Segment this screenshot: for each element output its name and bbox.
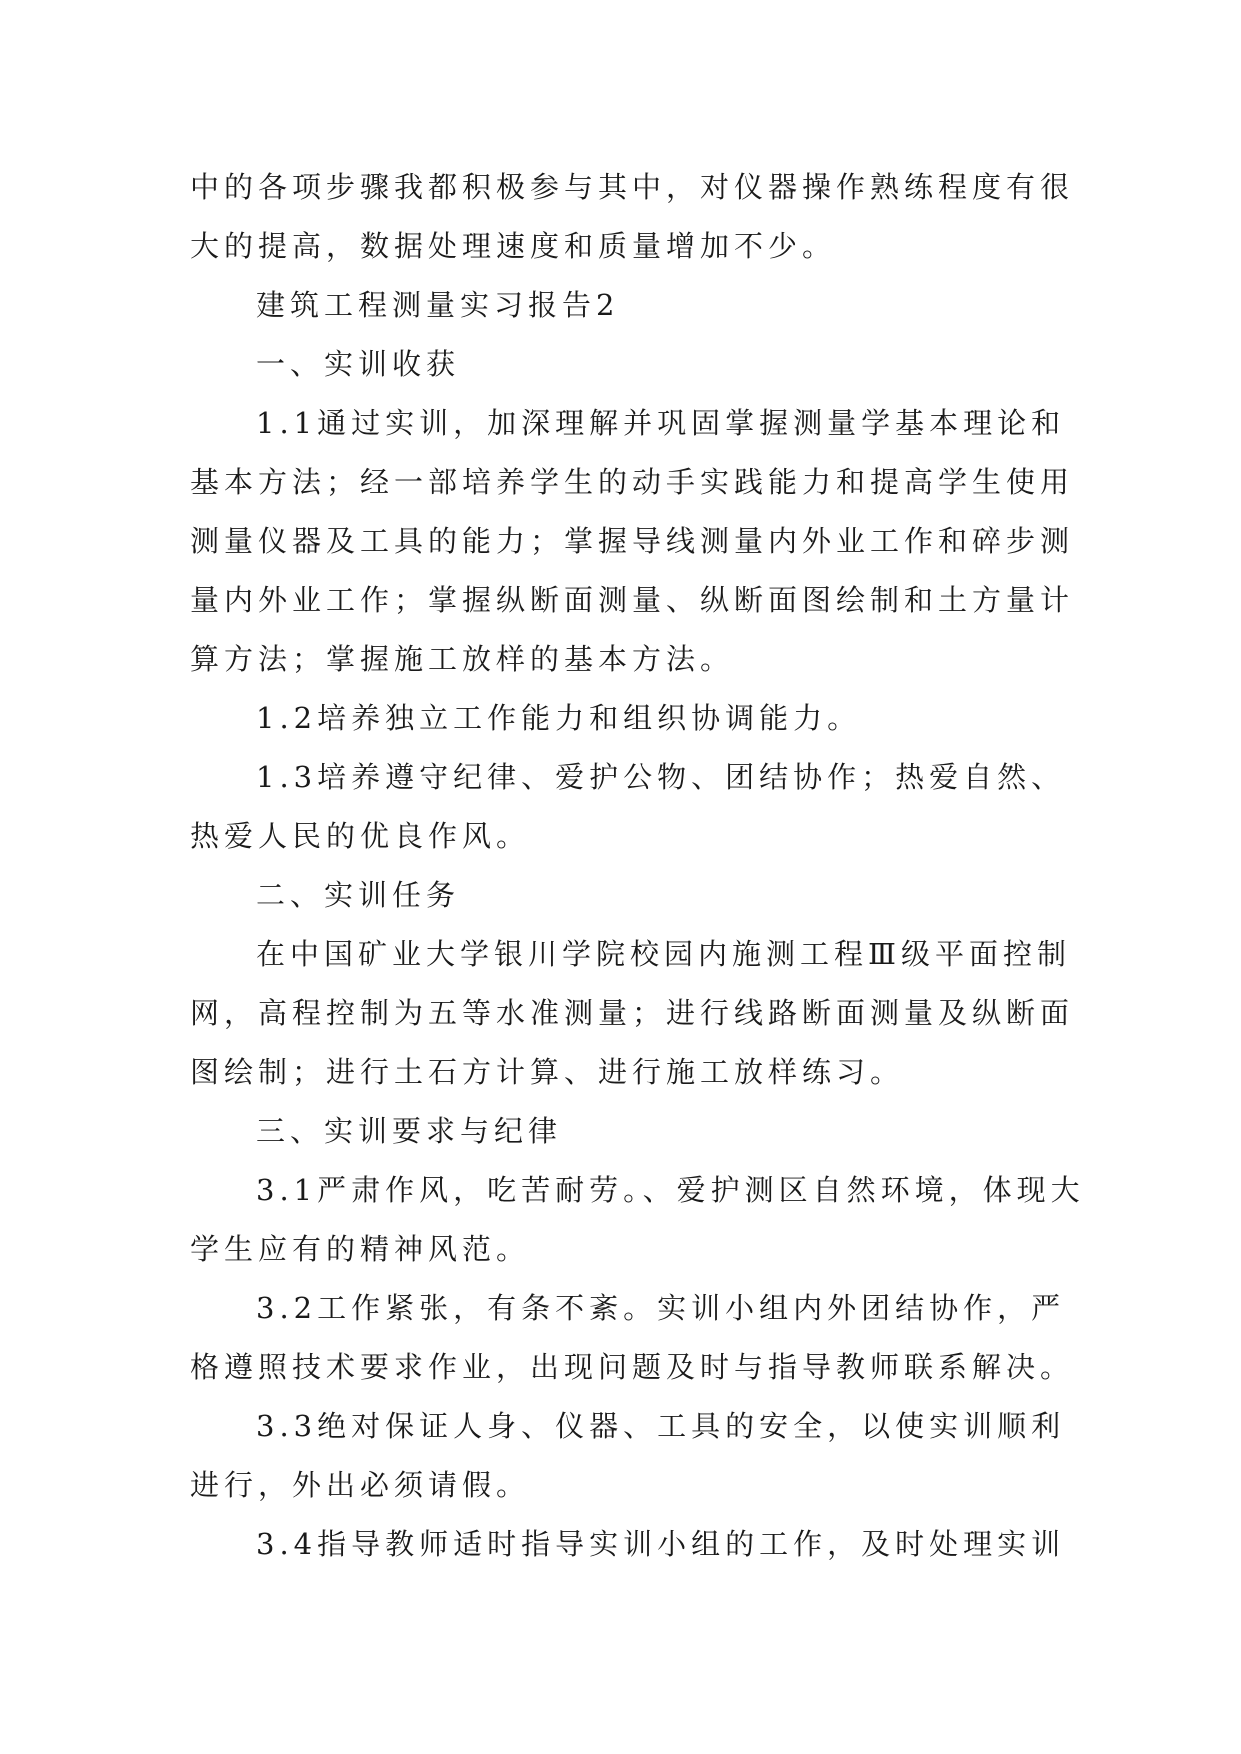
document-page	[190, 158, 1085, 1574]
section-heading: 一、实训收获	[256, 347, 461, 381]
report-heading: 建筑工程测量实习报告2	[256, 288, 620, 322]
text-line: 学生应有的精神风范。	[190, 1232, 531, 1266]
text-line: 热爱人民的优良作风。	[190, 819, 531, 853]
section-heading: 三、实训要求与纪律	[256, 1114, 563, 1148]
text-line: 网，高程控制为五等水准测量；进行线路断面测量及纵断面	[190, 996, 1075, 1030]
text-line: 1.1通过实训，加深理解并巩固掌握测量学基本理论和	[256, 406, 1066, 440]
text-line: 大的提高，数据处理速度和质量增加不少。	[190, 229, 837, 263]
text-line: 3.1严肃作风，吃苦耐劳。、爱护测区自然环境，体现大	[256, 1173, 1085, 1207]
text-line: 测量仪器及工具的能力；掌握导线测量内外业工作和碎步测	[190, 524, 1075, 558]
text-line: 1.3培养遵守纪律、爱护公物、团结协作；热爱自然、	[256, 760, 1066, 794]
text-line: 在中国矿业大学银川学院校园内施测工程Ⅲ级平面控制	[256, 937, 1071, 971]
text-line: 进行，外出必须请假。	[190, 1468, 531, 1502]
text-line: 3.4指导教师适时指导实训小组的工作，及时处理实训	[256, 1527, 1066, 1561]
text-line: 1.2培养独立工作能力和组织协调能力。	[256, 701, 862, 735]
text-line: 算方法；掌握施工放样的基本方法。	[190, 642, 735, 676]
text-line: 量内外业工作；掌握纵断面测量、纵断面图绘制和土方量计	[190, 583, 1075, 617]
section-heading: 二、实训任务	[256, 878, 461, 912]
text-line: 3.2工作紧张，有条不紊。实训小组内外团结协作，严	[256, 1291, 1066, 1325]
text-line: 图绘制；进行土石方计算、进行施工放样练习。	[190, 1055, 905, 1089]
text-line: 格遵照技术要求作业，出现问题及时与指导教师联系解决。	[190, 1350, 1075, 1384]
text-line: 3.3绝对保证人身、仪器、工具的安全，以使实训顺利	[256, 1409, 1066, 1443]
text-line: 基本方法；经一部培养学生的动手实践能力和提高学生使用	[190, 465, 1075, 499]
text-line: 中的各项步骤我都积极参与其中，对仪器操作熟练程度有很	[190, 170, 1075, 204]
